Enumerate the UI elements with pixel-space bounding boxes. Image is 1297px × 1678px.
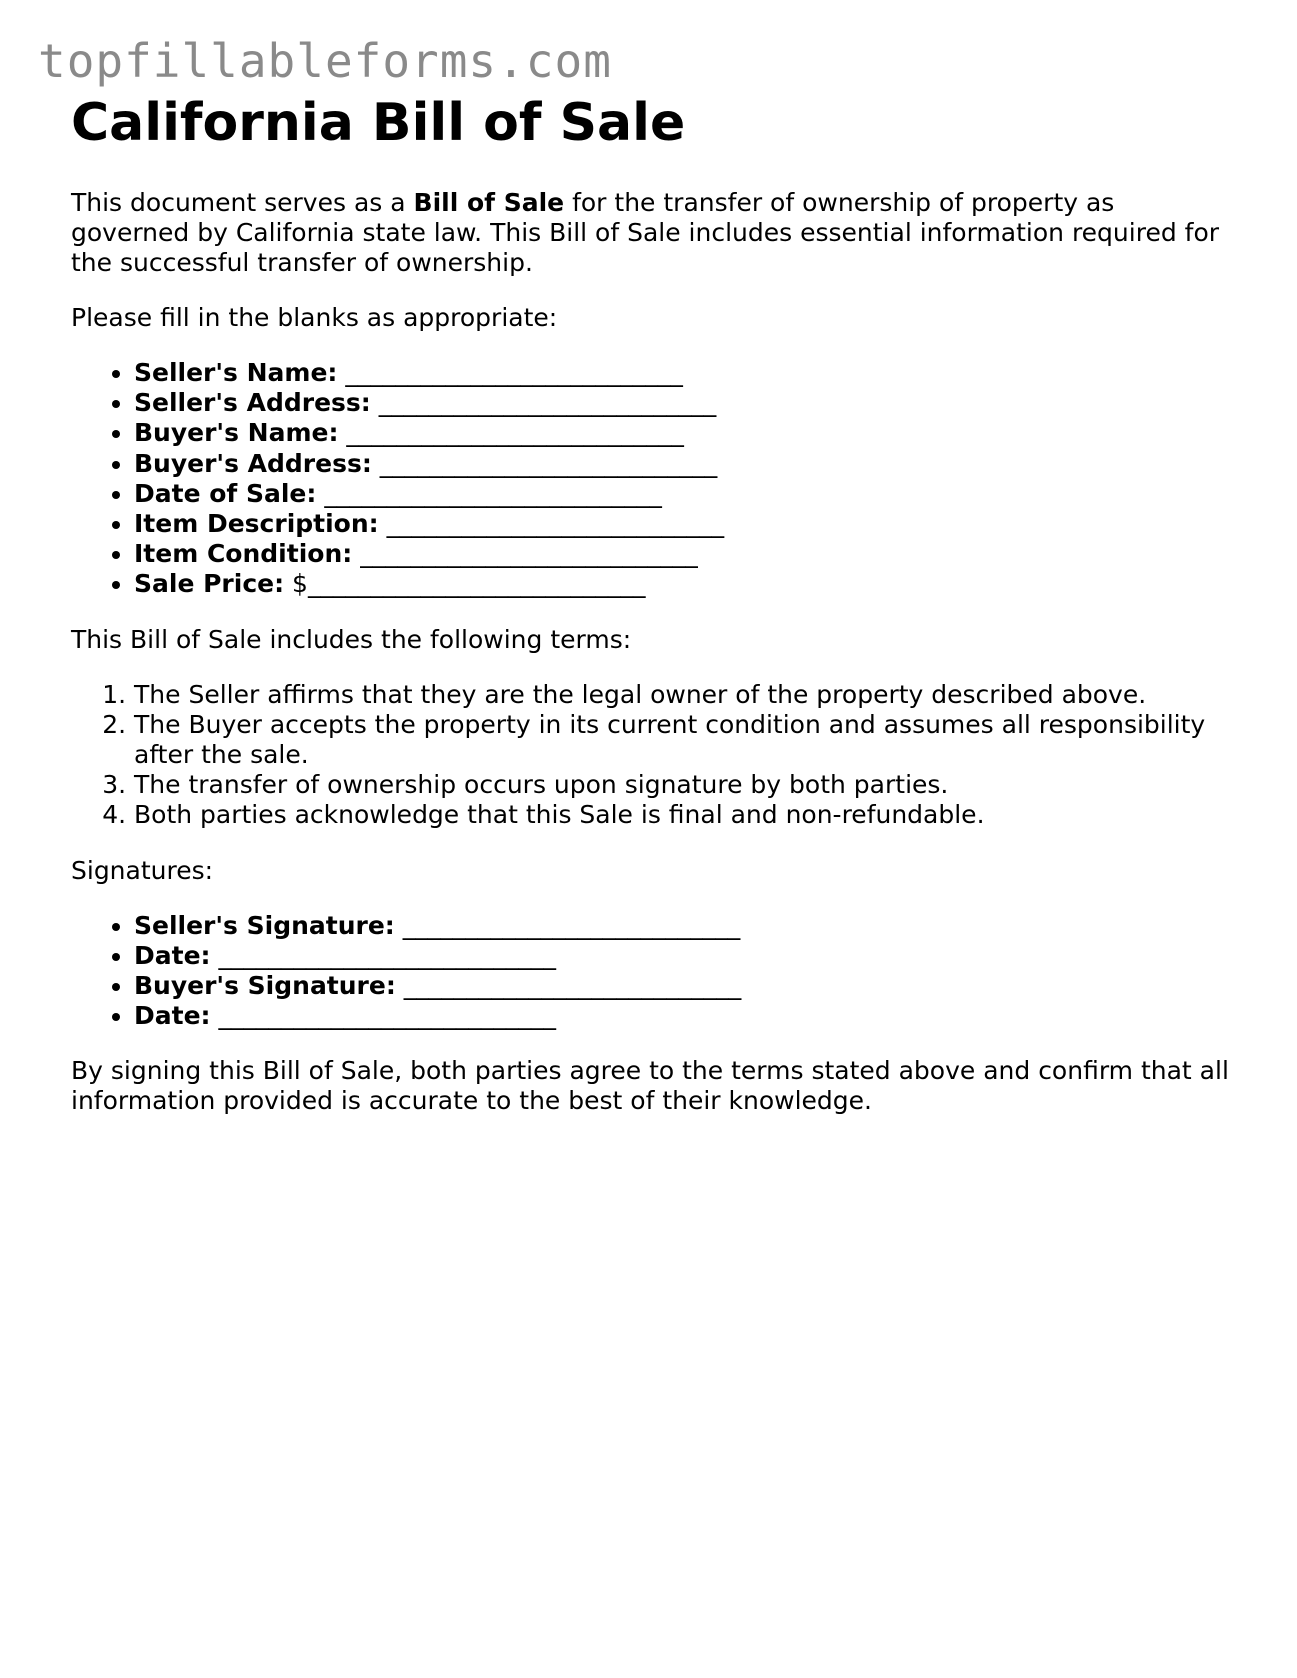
field-blank[interactable]: ___________________________ <box>316 478 662 508</box>
field-label: Buyer's Signature: <box>134 971 396 1001</box>
field-label: Date: <box>134 940 211 970</box>
signature-seller <box>134 911 1231 941</box>
intro-text-start: This document serves as a <box>71 188 414 217</box>
page-title: California Bill of Sale <box>71 93 686 153</box>
signature-blank[interactable]: ___________________________ <box>395 971 742 1001</box>
watermark: topfillableforms.com <box>38 34 612 88</box>
signatures-heading: Signatures: <box>71 855 214 885</box>
signature-seller-date <box>134 941 1231 971</box>
intro-text-end: for the transfer of ownership of property as governed by California state law. This Bill of Sale includes essential information required for the successful transfer of ownership. <box>71 188 1220 277</box>
term-item: 3. The transfer of ownership occurs upon signature by both parties. <box>134 770 1231 800</box>
signature-blank[interactable]: ___________________________ <box>210 1001 556 1031</box>
signature-buyer <box>134 971 1231 1001</box>
field-buyers-address <box>134 449 1231 479</box>
field-label: Buyer's Name: <box>134 418 339 448</box>
field-label: Item Condition: <box>134 539 353 569</box>
field-blank[interactable]: ___________________________ <box>337 358 683 387</box>
field-blank[interactable]: ___________________________ <box>371 448 718 478</box>
field-item-description <box>134 509 1231 539</box>
intro-bold-term: Bill of Sale <box>413 188 565 217</box>
field-label: Date: <box>134 1001 211 1031</box>
field-blank[interactable]: ___________________________ <box>338 418 684 448</box>
field-item-condition <box>134 539 1231 569</box>
field-blank[interactable]: ___________________________ <box>378 509 725 539</box>
field-label: Date of Sale: <box>134 478 317 508</box>
field-buyers-name <box>134 418 1231 448</box>
field-date-of-sale <box>134 479 1231 509</box>
term-item: 2. The Buyer accepts the property in its current condition and assumes all responsibility after the sale. <box>134 710 1231 770</box>
intro-paragraph <box>71 188 1231 278</box>
signature-buyer-date <box>134 1001 1231 1031</box>
field-blank[interactable]: ___________________________ <box>352 539 698 569</box>
field-label: Seller's Signature: <box>134 910 395 940</box>
field-sale-price <box>134 569 1231 599</box>
field-label: Buyer's Address: <box>134 448 372 478</box>
signature-blank[interactable]: ___________________________ <box>394 910 741 940</box>
field-label: Seller's Address: <box>134 388 371 418</box>
signature-blank[interactable]: ___________________________ <box>210 940 556 970</box>
term-item: 1. The Seller affirms that they are the legal owner of the property described above. <box>134 680 1231 710</box>
fields-list <box>71 358 1231 600</box>
terms-intro: This Bill of Sale includes the following terms: <box>71 624 632 654</box>
closing-paragraph: By signing this Bill of Sale, both parties agree to the terms stated above and confirm that all information provided is accurate to the best of their knowledge. <box>71 1056 1229 1116</box>
field-blank[interactable]: $___________________________ <box>284 569 646 599</box>
document-body <box>71 88 1231 1116</box>
terms-list <box>71 680 1231 831</box>
field-label: Sale Price: <box>134 569 285 599</box>
field-sellers-name <box>134 358 1231 388</box>
term-item: 4. Both parties acknowledge that this Sale is final and non-refundable. <box>134 800 1231 830</box>
field-label: Seller's Name: <box>134 358 338 387</box>
field-blank[interactable]: ___________________________ <box>370 388 717 418</box>
signatures-list <box>71 911 1231 1032</box>
field-label: Item Description: <box>134 509 379 539</box>
field-sellers-address <box>134 388 1231 418</box>
fill-instruction: Please fill in the blanks as appropriate: <box>71 303 558 332</box>
